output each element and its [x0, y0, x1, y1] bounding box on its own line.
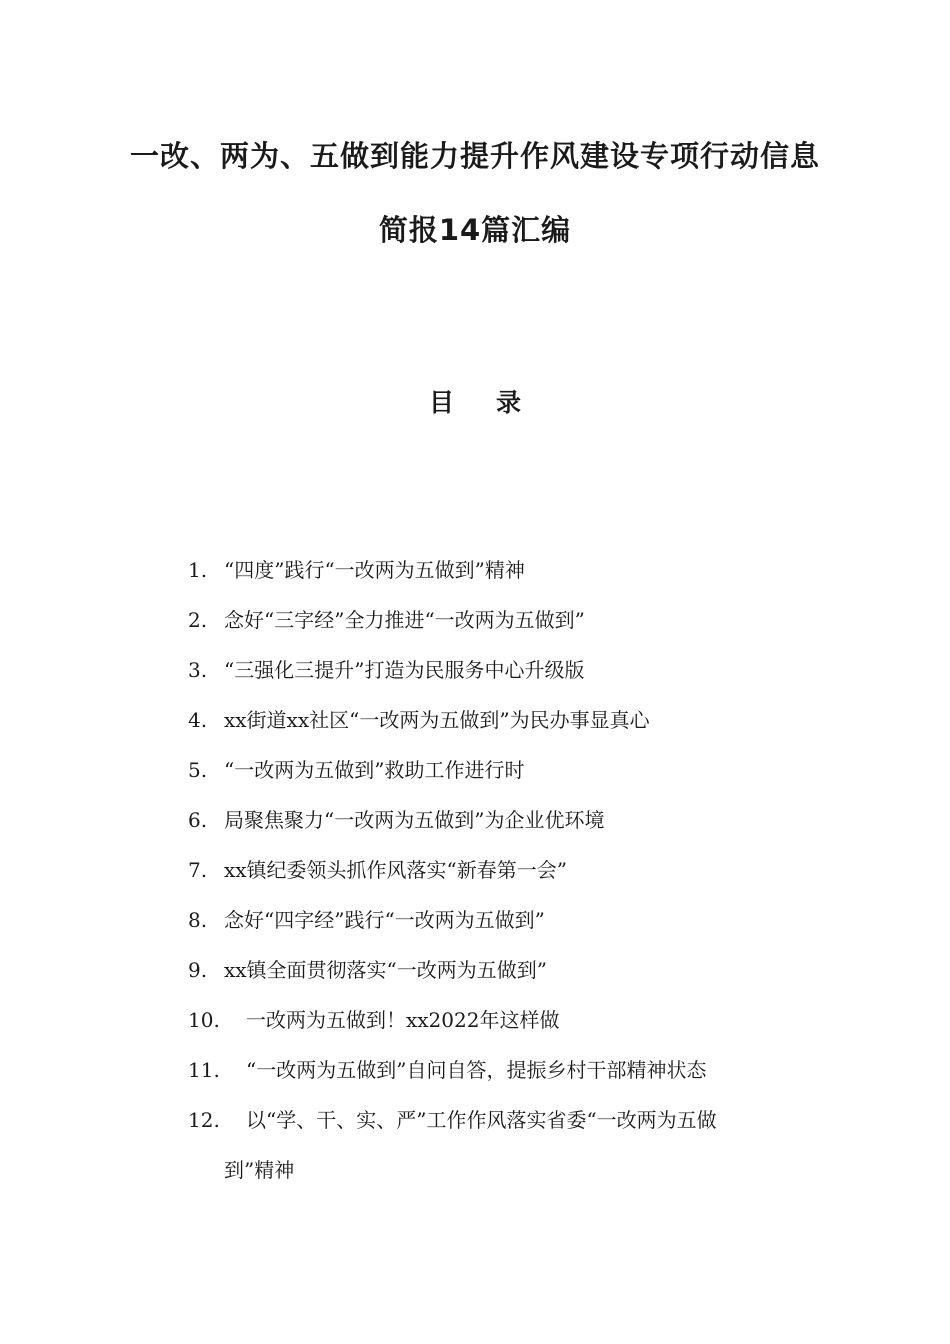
toc-item [188, 545, 828, 595]
toc-item [188, 795, 828, 845]
toc-item [188, 1045, 828, 1095]
toc-item-text: 念好“三字经”全力推进“一改两为五做到” [224, 608, 585, 632]
toc-item-text: 局聚焦聚力“一改两为五做到”为企业优环境 [224, 808, 605, 832]
toc-item-text-continuation: 到”精神 [224, 1158, 295, 1182]
toc-item-text: 念好“四字经”践行“一改两为五做到” [224, 908, 545, 932]
toc-item-text: “四度”践行“一改两为五做到”精神 [224, 558, 525, 582]
document-title-line-2: 简报14篇汇编 [378, 213, 572, 247]
toc-item [188, 995, 828, 1045]
toc-item-number: 10. [188, 1008, 220, 1032]
toc-item [188, 595, 828, 645]
toc-item [188, 745, 828, 795]
toc-item-text: “一改两为五做到”救助工作进行时 [224, 758, 525, 782]
toc-item-text: “一改两为五做到”自问自答，提振乡村干部精神状态 [246, 1058, 707, 1082]
toc-item-number: 4. [188, 708, 208, 732]
toc-item [188, 845, 828, 895]
toc-item-number: 11. [188, 1058, 220, 1082]
toc-item-number: 5. [188, 758, 208, 782]
toc-item-number: 3. [188, 658, 208, 682]
toc-item [188, 895, 828, 945]
toc-item-number: 1. [188, 558, 208, 582]
toc-item-number: 2. [188, 608, 208, 632]
toc-item-text: 一改两为五做到！xx2022年这样做 [246, 1008, 560, 1032]
toc-item-number: 8. [188, 908, 208, 932]
toc-item [188, 695, 828, 745]
toc-item-number: 9. [188, 958, 208, 982]
toc-heading: 目录 [428, 388, 563, 417]
toc-item-number: 7. [188, 858, 208, 882]
toc-item [188, 1095, 828, 1145]
document-title-line-1: 一改、两为、五做到能力提升作风建设专项行动信息 [129, 139, 820, 173]
toc-item-text: “三强化三提升”打造为民服务中心升级版 [224, 658, 585, 682]
toc-item-text: xx镇全面贯彻落实“一改两为五做到” [224, 958, 548, 982]
toc-item-text: 以“学、干、实、严”工作作风落实省委“一改两为五做 [246, 1108, 717, 1132]
toc-item-text: xx街道xx社区“一改两为五做到”为民办事显真心 [224, 708, 650, 732]
toc-item-number: 12. [188, 1108, 220, 1132]
toc-item [188, 945, 828, 995]
toc-item-number: 6. [188, 808, 208, 832]
toc-item-text: xx镇纪委领头抓作风落实“新春第一会” [224, 858, 568, 882]
toc-item [188, 645, 828, 695]
